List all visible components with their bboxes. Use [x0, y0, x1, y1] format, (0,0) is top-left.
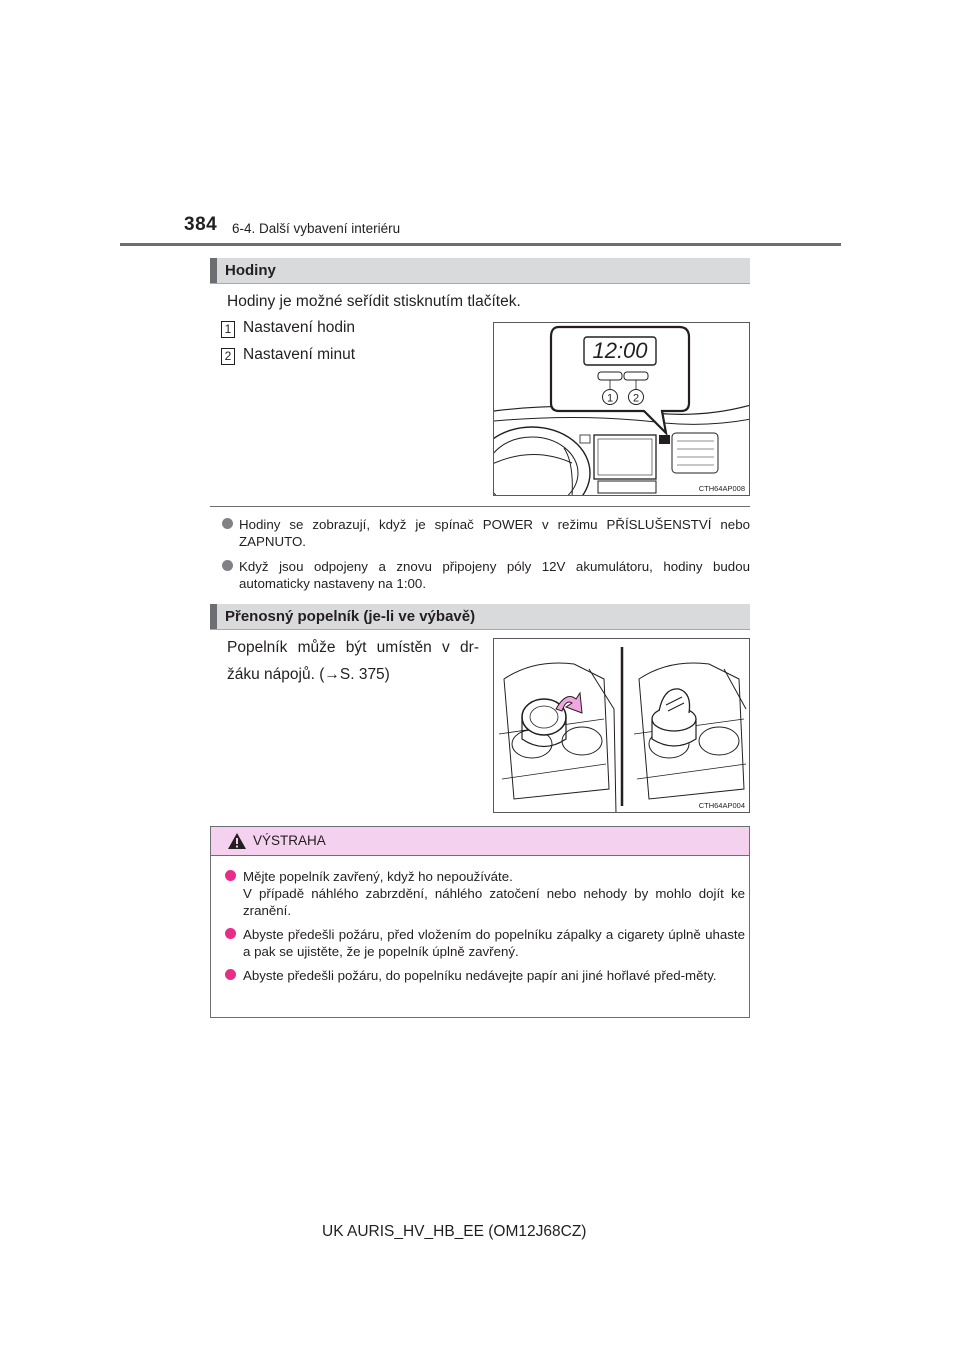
callout-2-text: 2	[632, 392, 640, 405]
note-item	[222, 516, 750, 550]
clock-illustration	[494, 323, 750, 496]
warning-text-line: V případě náhlého zabrzdění, náhlého zatočení nebo nehody by mohlo dojít ke zranění.	[243, 886, 745, 918]
warning-bullet-icon	[225, 969, 236, 980]
note-text: Když jsou odpojeny a znovu připojeny póly 12V akumulátoru, hodiny budou automaticky nastaveny na 1:00.	[239, 559, 750, 591]
footer-model-code: UK AURIS_HV_HB_EE (OM12J68CZ)	[322, 1223, 587, 1240]
clock-figure-code: CTH64AP008	[698, 484, 745, 493]
section-bar-clock	[210, 258, 750, 284]
note-text: Hodiny se zobrazují, když je spínač POWER v režimu PŘÍSLUŠENSTVÍ nebo ZAPNUTO.	[239, 517, 750, 549]
section-title-clock: Hodiny	[225, 262, 276, 279]
page-number: 384	[184, 214, 218, 235]
warning-item	[225, 967, 745, 984]
warning-item	[225, 868, 745, 919]
warning-triangle-icon	[227, 832, 247, 850]
warning-text	[243, 868, 745, 919]
warning-bullet-icon	[225, 928, 236, 939]
section-bar-ashtray	[210, 604, 750, 630]
header-rule	[120, 243, 841, 246]
bullet-icon	[222, 560, 233, 571]
warning-header	[211, 827, 749, 856]
clock-item-hours: Nastavení hodin	[243, 319, 356, 336]
clock-figure	[493, 322, 750, 496]
note-item	[222, 558, 750, 592]
warning-box	[210, 826, 750, 1018]
warning-text-line: Mějte popelník zavřený, když ho nepoužíváte.	[243, 869, 513, 884]
marker-1: 1	[221, 321, 235, 338]
clock-intro: Hodiny je možné seřídit stisknutím tlačítek.	[227, 293, 521, 310]
section-bar-accent	[210, 258, 217, 283]
callout-1-text: 1	[606, 392, 614, 405]
section-rule	[210, 506, 750, 507]
ashtray-illustration	[494, 639, 750, 813]
warning-text: Abyste předešli požáru, před vložením do popelníku zápalky a cigarety úplně uhaste a pak se ujistěte, že je popelník úplně zavřený.	[243, 927, 745, 959]
ashtray-text	[227, 634, 479, 688]
marker-2: 2	[221, 348, 235, 365]
warning-bullet-icon	[225, 870, 236, 881]
bullet-icon	[222, 518, 233, 529]
clock-display-text: 12:00	[592, 338, 648, 363]
ashtray-text-line2: žáku nápojů. (→S. 375)	[227, 666, 390, 683]
section-bar-accent	[210, 604, 217, 629]
ashtray-text-line1: Popelník může být umístěn v dr-	[227, 639, 479, 656]
ashtray-figure-code: CTH64AP004	[698, 801, 745, 810]
warning-text: Abyste předešli požáru, do popelníku nedávejte papír ani jiné hořlavé před-měty.	[243, 968, 717, 983]
warning-title: VÝSTRAHA	[253, 833, 326, 848]
clock-item-minutes: Nastavení minut	[243, 346, 355, 363]
section-header: 6-4. Další vybavení interiéru	[232, 221, 401, 236]
section-title-ashtray: Přenosný popelník (je-li ve výbavě)	[225, 608, 476, 625]
ashtray-figure	[493, 638, 750, 813]
warning-item	[225, 926, 745, 960]
